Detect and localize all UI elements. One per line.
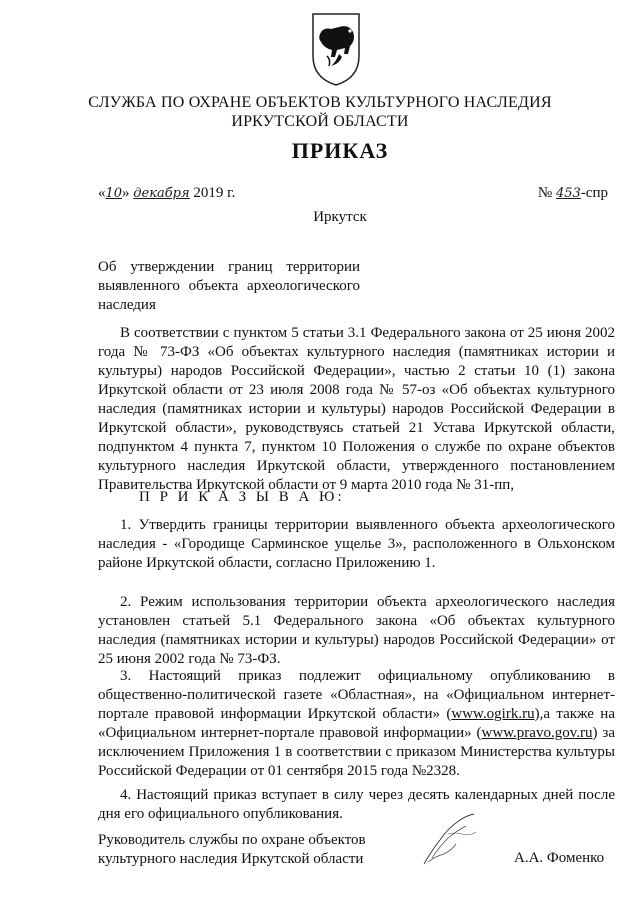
preamble-paragraph: В соответствии с пунктом 5 статьи 3.1 Федерального закона от 25 июня 2002 года № 73-ФЗ «Об объектах культурного наследия (памятниках истории и культуры) народов Российской Федерации», частью 2 статьи 10 (1) закона Иркутской области от 23 июля 2008 года № 57-оз «Об объектах культурного наследия (памятниках истории и культуры) народов Российской Федерации в Иркутской области», руководствуясь статьей 21 Устава Иркутской области, подпунктом 4 пункта 7, пунктом 10 Положения о службе по охране объектов культурного наследия Иркутской области, утвержденного постановлением Правительства Иркутской области от 9 марта 2010 года № 31-пп, bbox=[98, 325, 615, 493]
handwritten-signature bbox=[418, 810, 480, 868]
order-item-1: 1. Утвердить границы территории выявленного объекта археологического наследия - «Городище Сарминское ущелье 3», расположенного в Ольхонском районе Иркутской области, согласно Приложению 1. bbox=[98, 517, 615, 571]
document-city: Иркутск bbox=[313, 209, 367, 225]
signatory-position-line2: культурного наследия Иркутской области bbox=[98, 851, 364, 867]
coat-of-arms-icon bbox=[309, 10, 363, 88]
order-heading: П Р И К А З Ы В А Ю: bbox=[139, 489, 345, 505]
number-value: 453 bbox=[555, 186, 581, 201]
document-title: ПРИКАЗ bbox=[291, 138, 389, 163]
order-item-4: 4. Настоящий приказ вступает в силу через десять календарных дней после дня его официального опубликования. bbox=[98, 787, 615, 822]
pravo-link[interactable]: www.pravo.gov.ru bbox=[481, 725, 593, 741]
date-day: 10 bbox=[105, 186, 123, 201]
item3-text-a: 3. Настоящий приказ подлежит официальному опубликованию в общественно-политической газете «Областная», на «Официальном интернет-портале правовой информации Иркутской области» ( bbox=[98, 668, 615, 722]
document-number bbox=[538, 185, 608, 202]
organization-name-line1: СЛУЖБА ПО ОХРАНЕ ОБЪЕКТОВ КУЛЬТУРНОГО НАСЛЕДИЯ bbox=[88, 94, 552, 111]
number-suffix: -спр bbox=[580, 185, 608, 201]
signatory-position bbox=[98, 831, 366, 869]
date-month: декабря bbox=[133, 186, 190, 201]
order-item-2: 2. Режим использования территории объекта археологического наследия установлен статьей 5.1 Федерального закона «Об объектах культурного наследия (памятниках истории и культуры) народов Российской Федерации» от 25 июня 2002 года № 73-ФЗ. bbox=[98, 594, 615, 667]
date-year: 2019 г. bbox=[193, 185, 236, 201]
item3-text-c: ) за исключением Приложения 1 в соответствии с приказом Министерства культуры Российской Федерации от 01 сентября 2015 года №2328. bbox=[98, 725, 615, 779]
organization-name-line2: ИРКУТСКОЙ ОБЛАСТИ bbox=[231, 113, 409, 130]
date-open-quote: « bbox=[98, 185, 106, 201]
document-date bbox=[98, 185, 235, 202]
number-prefix: № bbox=[537, 185, 553, 201]
date-close-quote: » bbox=[122, 185, 130, 201]
item3-text-b: ),а также на «Официальном интернет-портале правовой информации» ( bbox=[98, 706, 615, 741]
document-subject: Об утверждении границ территории выявленного объекта археологического наследия bbox=[98, 259, 360, 313]
signatory-position-line1: Руководитель службы по охране объектов bbox=[98, 832, 366, 848]
signatory-name: А.А. Фоменко bbox=[514, 850, 605, 866]
ogirk-link[interactable]: www.ogirk.ru bbox=[451, 706, 535, 722]
order-item-3 bbox=[98, 667, 615, 781]
